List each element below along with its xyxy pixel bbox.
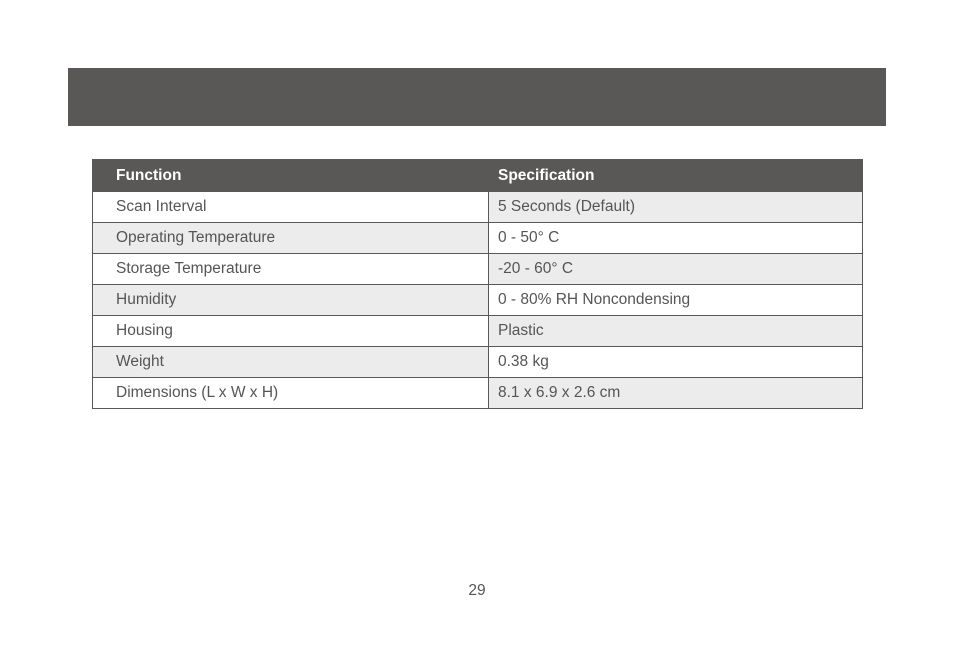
function-cell: Scan Interval [93, 192, 489, 223]
table-row [93, 378, 863, 409]
specification-cell: 0 - 50° C [489, 223, 863, 254]
specification-cell: Plastic [489, 316, 863, 347]
function-cell: Operating Temperature [93, 223, 489, 254]
table-row [93, 316, 863, 347]
specification-cell: -20 - 60° C [489, 254, 863, 285]
header-bar [68, 68, 886, 126]
function-cell: Storage Temperature [93, 254, 489, 285]
specification-cell: 8.1 x 6.9 x 2.6 cm [489, 378, 863, 409]
table-row [93, 192, 863, 223]
table-row [93, 254, 863, 285]
function-cell: Housing [93, 316, 489, 347]
page-number: 29 [468, 582, 486, 599]
column-header-function: Function [93, 160, 489, 192]
table-row [93, 285, 863, 316]
table-header-row [93, 160, 863, 192]
table-row [93, 347, 863, 378]
specification-cell: 0.38 kg [489, 347, 863, 378]
function-cell: Weight [93, 347, 489, 378]
column-header-specification: Specification [489, 160, 863, 192]
specification-cell: 5 Seconds (Default) [489, 192, 863, 223]
function-cell: Humidity [93, 285, 489, 316]
specification-cell: 0 - 80% RH Noncondensing [489, 285, 863, 316]
function-cell: Dimensions (L x W x H) [93, 378, 489, 409]
table-row [93, 223, 863, 254]
specification-table [92, 159, 863, 409]
